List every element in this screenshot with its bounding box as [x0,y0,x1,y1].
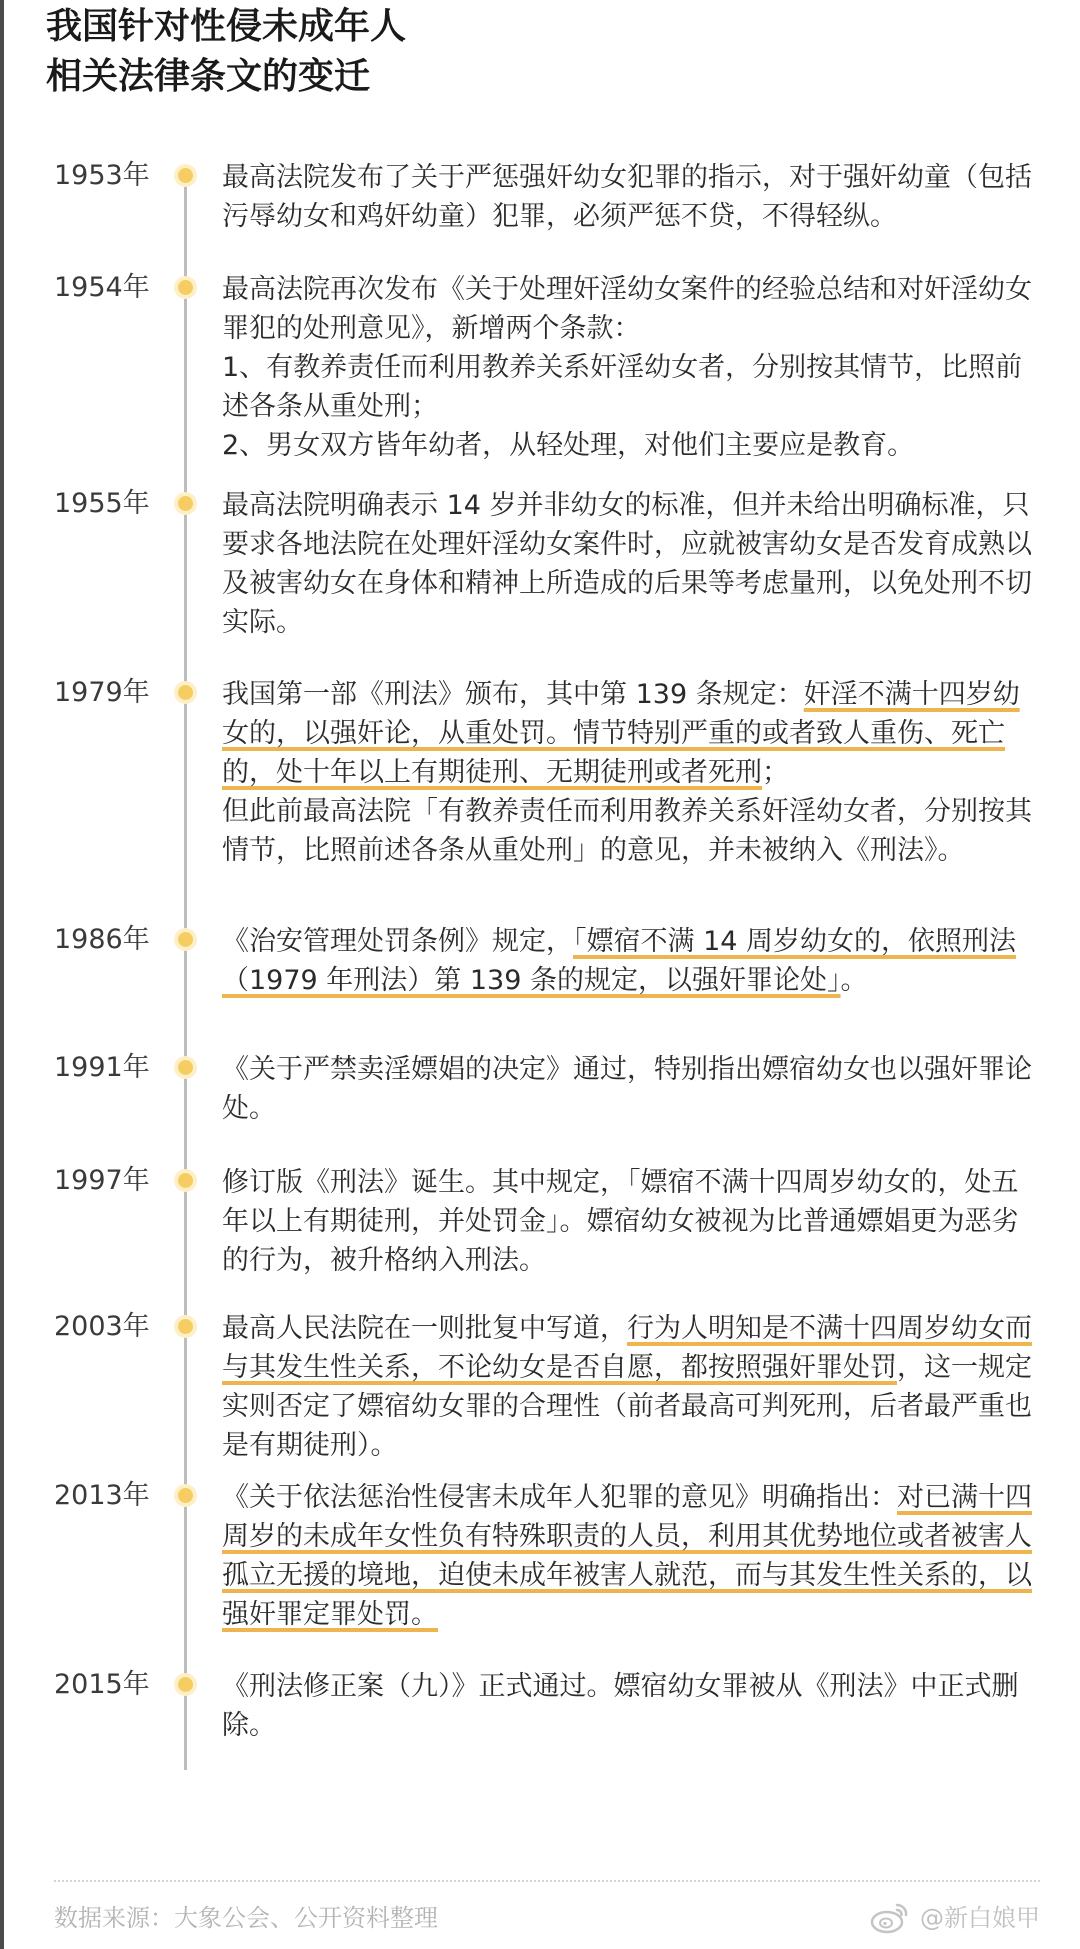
entry-text: ； [762,757,789,788]
entry-paragraph [222,348,1040,426]
left-border [0,0,4,1949]
timeline-dot [174,1056,197,1079]
timeline-year: 1953年 [54,160,150,191]
timeline-entry [222,1309,1040,1465]
entry-paragraph [222,426,1040,465]
entry-paragraph [222,1667,1040,1745]
timeline-dot [174,276,197,299]
timeline-entry [222,158,1040,236]
weibo-icon [870,1901,910,1935]
timeline-year: 1986年 [54,924,150,955]
timeline-entry [222,270,1040,465]
entry-text: 修订版《刑法》诞生。其中规定，「嫖宿不满十四周岁幼女的，处五年以上有期徒刑，并处罚金」。嫖宿幼女被视为比普通嫖娼更为恶劣的行为，被升格纳入刑法。 [222,1167,1019,1276]
highlighted-text: 对已满十四周岁的未成年女性负有特殊职责的人员，利用其优势地位或者被害人孤立无援的境地，迫使未成年被害人就范，而与其发生性关系的，以强奸罪定罪处罚。 [222,1482,1032,1630]
entry-text: 最高法院明确表示 14 岁并非幼女的标准，但并未给出明确标准，只要求各地法院在处理奸淫幼女案件时，应就被害幼女是否发育成熟以及被害幼女在身体和精神上所造成的后果等考虑量刑，以免处刑不切实际。 [222,490,1032,638]
timeline-entry [222,1163,1040,1280]
timeline-year: 1954年 [54,272,150,303]
entry-text: 1、有教养责任而利用教养关系奸淫幼女者，分别按其情节，比照前述各条从重处刑； [222,352,1023,422]
timeline-entry [222,1667,1040,1745]
timeline-entry [222,1050,1040,1128]
timeline-entry [222,922,1040,1000]
entry-paragraph [222,1309,1040,1465]
timeline-dot [174,164,197,187]
entry-paragraph [222,675,1040,792]
entry-text: 最高人民法院在一则批复中写道， [222,1313,627,1344]
highlighted-text: 奸淫不满十四岁幼女的，以强奸论，从重处罚。情节特别严重的或者致人重伤、死亡的，处十年以上有期徒刑、无期徒刑或者死刑 [222,679,1020,788]
entry-paragraph [222,158,1040,236]
entry-text: ，这一规定实则否定了嫖宿幼女罪的合理性（前者最高可判死刑，后者最严重也是有期徒刑）。 [222,1352,1032,1461]
highlighted-text: 「嫖宿不满 14 周岁幼女的，依照刑法（1979 年刑法）第 139 条的规定，以强奸罪论处」 [222,926,1017,996]
entry-text: 但此前最高法院「有教养责任而利用教养关系奸淫幼女者，分别按其情节，比照前述各条从重处刑」的意见，并未被纳入《刑法》。 [222,796,1032,866]
timeline-dot [174,1484,197,1507]
entry-paragraph [222,1163,1040,1280]
entry-paragraph [222,270,1040,348]
timeline-year: 1991年 [54,1052,150,1083]
timeline-dot [174,492,197,515]
entry-paragraph [222,792,1040,870]
highlighted-text: 行为人明知是不满十四周岁幼女而与其发生性关系，不论幼女是否自愿，都按照强奸罪处罚 [222,1313,1032,1383]
timeline-year: 1997年 [54,1165,150,1196]
page-title [46,2,406,102]
timeline-entry [222,486,1040,642]
timeline-axis [184,170,187,1770]
entry-paragraph [222,1050,1040,1128]
data-source: 数据来源：大象公会、公开资料整理 [54,1904,438,1932]
timeline-year: 2015年 [54,1669,150,1700]
timeline-year: 2003年 [54,1311,150,1342]
timeline-dot [174,1315,197,1338]
timeline-entry [222,1478,1040,1634]
entry-text: 最高法院再次发布《关于处理奸淫幼女案件的经验总结和对奸淫幼女罪犯的处刑意见》，新增两个条款： [222,274,1032,344]
timeline-year: 1955年 [54,488,150,519]
footer-divider [54,1880,1040,1882]
entry-paragraph [222,1478,1040,1634]
entry-text: 《刑法修正案（九）》正式通过。嫖宿幼女罪被从《刑法》中正式删除。 [222,1671,1019,1741]
watermark [870,1900,1040,1936]
entry-text: 我国第一部《刑法》颁布，其中第 139 条规定： [222,679,804,710]
timeline-dot [174,928,197,951]
entry-text: 《治安管理处罚条例》规定， [222,926,573,957]
title-line-2: 相关法律条文的变迁 [46,56,371,97]
timeline-year: 2013年 [54,1480,150,1511]
timeline-dot [174,1169,197,1192]
timeline-dot [174,681,197,704]
entry-text: 2、男女双方皆年幼者，从轻处理，对他们主要应是教育。 [222,430,915,461]
entry-paragraph [222,486,1040,642]
entry-text: 《关于严禁卖淫嫖娼的决定》通过，特别指出嫖宿幼女也以强奸罪论处。 [222,1054,1032,1124]
entry-text: 。 [840,965,868,996]
timeline-year: 1979年 [54,677,150,708]
entry-text: 最高法院发布了关于严惩强奸幼女犯罪的指示，对于强奸幼童（包括污辱幼女和鸡奸幼童）犯罪，必须严惩不贷，不得轻纵。 [222,162,1032,232]
title-line-1: 我国针对性侵未成年人 [46,6,407,47]
watermark-text: @新白娘甲 [920,1904,1040,1932]
entry-text: 《关于依法惩治性侵害未成年人犯罪的意见》明确指出： [222,1482,897,1513]
timeline-entry [222,675,1040,870]
entry-paragraph [222,922,1040,1000]
timeline-dot [174,1673,197,1696]
